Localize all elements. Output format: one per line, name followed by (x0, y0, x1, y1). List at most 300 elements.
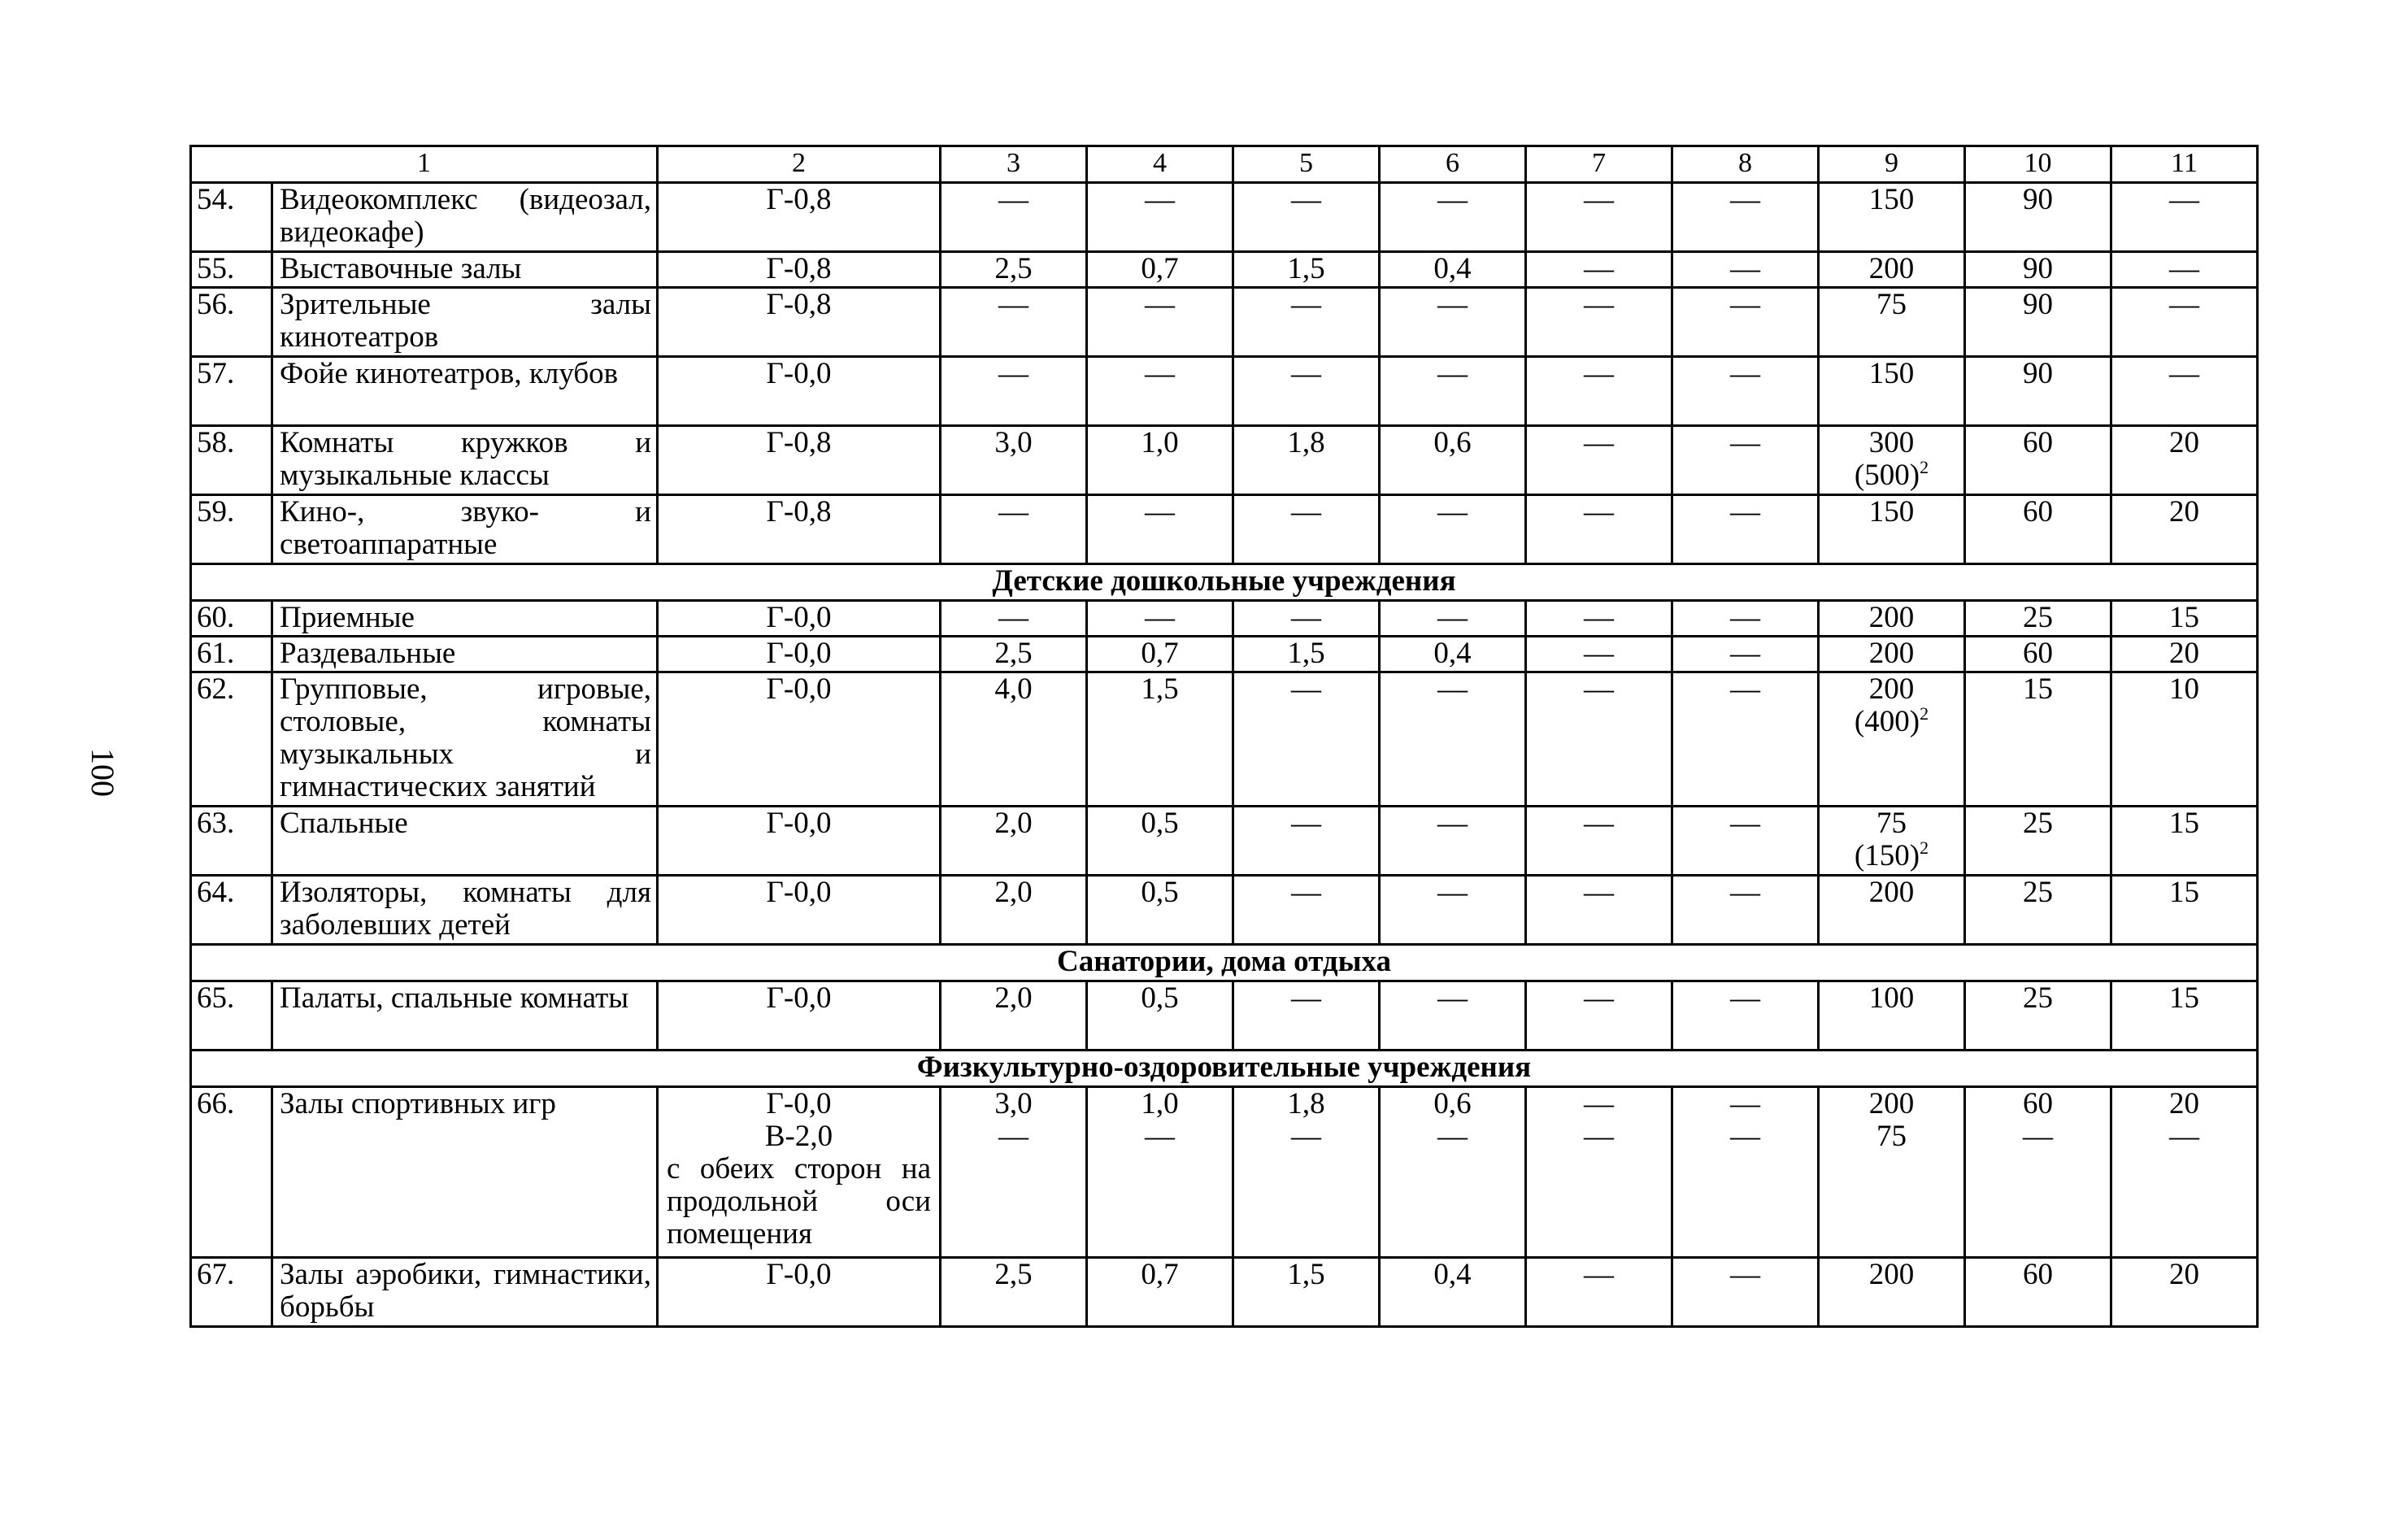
row-number: 62. (191, 672, 272, 807)
value-cell (1526, 876, 1672, 945)
room-name: Фойе кинотеатров, клубов (272, 357, 658, 426)
value-text: — (1730, 601, 1760, 634)
value-text: 0,5 (1141, 981, 1179, 1015)
value-text: — (1291, 807, 1321, 840)
value-text: 200 (1868, 637, 1915, 670)
value-text: 0,7 (1141, 1258, 1179, 1291)
value-text: 100 (1868, 981, 1915, 1015)
value-cell (1380, 981, 1526, 1051)
value-text: — (1584, 981, 1614, 1015)
value-text-2: — (2169, 1120, 2199, 1153)
value-text: — (1730, 637, 1760, 670)
value-text: 20 (2169, 637, 2199, 670)
value-text: — (1291, 495, 1321, 529)
value-text-2: В-2,0 (764, 1120, 833, 1153)
header-cell: 7 (1526, 146, 1672, 183)
value-cell (2111, 183, 2258, 252)
value-text: Г-0,8 (766, 183, 832, 216)
page-number: 100 (85, 748, 121, 797)
value-cell (1526, 1087, 1672, 1258)
value-text: 2,0 (994, 876, 1033, 909)
value-text: Г-0,0 (766, 672, 832, 706)
value-text: 20 (2169, 1087, 2199, 1120)
value-text: — (998, 357, 1028, 390)
value-text: — (2169, 357, 2199, 390)
value-cell (2111, 252, 2258, 288)
value-text: 1,5 (1287, 1258, 1325, 1291)
footnote-mark: 2 (1920, 837, 1929, 858)
value-cell (941, 357, 1087, 426)
value-cell (1672, 672, 1819, 807)
header-cell: 11 (2111, 146, 2258, 183)
table-row (191, 981, 2258, 1051)
value-cell (1672, 637, 1819, 672)
room-name: Палаты, спальные комнаты (272, 981, 658, 1051)
value-text: — (1437, 876, 1468, 909)
value-cell (1526, 288, 1672, 357)
value-text: 10 (2169, 672, 2199, 706)
value-text: — (1584, 601, 1614, 634)
row-number: 67. (191, 1258, 272, 1327)
value-cell (658, 357, 941, 426)
value-alt-line (1820, 837, 1963, 872)
value-cell (1819, 495, 1965, 564)
value-text: — (1437, 672, 1468, 706)
value-cell (1380, 807, 1526, 876)
row-number: 65. (191, 981, 272, 1051)
value-text: 75 (1876, 807, 1907, 840)
value-alt: (400) (1854, 705, 1920, 738)
value-text: — (1437, 288, 1468, 321)
value-text: — (1730, 1258, 1760, 1291)
value-cell (2111, 1087, 2258, 1258)
value-cell (941, 601, 1087, 637)
value-cell (2111, 288, 2258, 357)
value-text: 200 (1868, 601, 1915, 634)
value-text: 20 (2169, 1258, 2199, 1291)
value-text: Г-0,0 (766, 1258, 832, 1291)
row-number: 66. (191, 1087, 272, 1258)
value-cell (941, 252, 1087, 288)
header-cell: 4 (1087, 146, 1233, 183)
table-row (191, 495, 2258, 564)
value-text: 1,5 (1287, 637, 1325, 670)
value-text: 150 (1868, 183, 1915, 216)
value-cell (1965, 672, 2111, 807)
value-cell (941, 672, 1087, 807)
value-text: 0,6 (1433, 1087, 1472, 1120)
value-text: — (1730, 1087, 1760, 1120)
value-cell (1526, 672, 1672, 807)
table-row (191, 601, 2258, 637)
value-text: 150 (1868, 495, 1915, 529)
value-text: — (1584, 252, 1614, 285)
value-cell (1819, 252, 1965, 288)
value-cell (1526, 183, 1672, 252)
value-text: — (1730, 672, 1760, 706)
value-text: — (1437, 357, 1468, 390)
value-text: 1,5 (1287, 252, 1325, 285)
value-cell (2111, 981, 2258, 1051)
value-cell (1965, 252, 2111, 288)
table-row (191, 1087, 2258, 1258)
value-text: — (1584, 426, 1614, 459)
row-number: 58. (191, 426, 272, 495)
value-cell (2111, 601, 2258, 637)
value-text: 1,0 (1141, 426, 1179, 459)
value-cell (1672, 807, 1819, 876)
value-text: 60 (2023, 426, 2053, 459)
value-text: 200 (1868, 1258, 1915, 1291)
value-cell (1087, 288, 1233, 357)
table-row (191, 876, 2258, 945)
value-text: — (1291, 288, 1321, 321)
value-text: — (2169, 183, 2199, 216)
value-cell (2111, 672, 2258, 807)
value-text: 25 (2023, 601, 2053, 634)
value-text: 2,5 (994, 252, 1033, 285)
room-name: Изоляторы, комнаты для заболевших детей (272, 876, 658, 945)
value-cell (658, 672, 941, 807)
value-cell (1233, 1087, 1380, 1258)
value-cell (1233, 1258, 1380, 1327)
value-cell (1380, 637, 1526, 672)
table-row (191, 672, 2258, 807)
room-name: Раздевальные (272, 637, 658, 672)
value-cell (1233, 601, 1380, 637)
value-cell (1819, 1258, 1965, 1327)
header-cell: 5 (1233, 146, 1380, 183)
value-text-2: — (1437, 1120, 1468, 1153)
value-cell (1380, 288, 1526, 357)
value-text-2: — (1730, 1120, 1760, 1153)
table-row (191, 637, 2258, 672)
value-cell (1087, 637, 1233, 672)
value-text: 200 (1868, 672, 1915, 706)
value-cell (1526, 981, 1672, 1051)
value-cell (658, 183, 941, 252)
value-cell (941, 807, 1087, 876)
value-cell (1965, 981, 2111, 1051)
value-text: 25 (2023, 981, 2053, 1015)
value-text: — (1730, 252, 1760, 285)
value-cell (1819, 981, 1965, 1051)
value-text-2: — (2023, 1120, 2053, 1153)
value-text: 3,0 (994, 426, 1033, 459)
value-cell (1819, 637, 1965, 672)
value-text: — (1584, 637, 1614, 670)
value-text: — (1437, 807, 1468, 840)
value-cell (658, 252, 941, 288)
value-cell (1965, 807, 2111, 876)
header-cell: 1 (191, 146, 658, 183)
value-cell (1087, 876, 1233, 945)
header-cell: 6 (1380, 146, 1526, 183)
value-text: — (1584, 1258, 1614, 1291)
value-text: — (1584, 357, 1614, 390)
value-text: 0,7 (1141, 252, 1179, 285)
value-text: 75 (1876, 288, 1907, 321)
value-text: 60 (2023, 495, 2053, 529)
value-cell (1233, 252, 1380, 288)
value-text: — (1437, 183, 1468, 216)
value-cell (2111, 876, 2258, 945)
value-text: 15 (2169, 981, 2199, 1015)
table-row (191, 183, 2258, 252)
room-name: Групповые, игровые, столовые, комнаты музыкальных и гимнастических занятий (272, 672, 658, 807)
value-text: — (1584, 183, 1614, 216)
value-cell (1672, 601, 1819, 637)
value-cell (1819, 601, 1965, 637)
value-text: 1,0 (1141, 1087, 1179, 1120)
value-cell (1526, 807, 1672, 876)
value-cell (2111, 357, 2258, 426)
value-alt: (500) (1854, 459, 1920, 492)
value-cell (1526, 1258, 1672, 1327)
room-name: Кино-, звуко- и светоаппаратные (272, 495, 658, 564)
value-cell (658, 1258, 941, 1327)
value-cell (2111, 637, 2258, 672)
value-cell (941, 981, 1087, 1051)
value-cell (941, 876, 1087, 945)
table-row (191, 357, 2258, 426)
value-cell (658, 495, 941, 564)
value-cell (658, 1087, 941, 1258)
value-text: — (1291, 672, 1321, 706)
row-number: 64. (191, 876, 272, 945)
value-cell (1233, 672, 1380, 807)
table-row (191, 426, 2258, 495)
value-cell (1233, 357, 1380, 426)
value-text: 15 (2169, 807, 2199, 840)
row-number: 56. (191, 288, 272, 357)
value-text: Г-0,0 (766, 637, 832, 670)
value-text: — (1730, 426, 1760, 459)
value-text: 0,7 (1141, 637, 1179, 670)
value-cell (1965, 495, 2111, 564)
value-cell (1380, 495, 1526, 564)
value-text: — (1145, 495, 1175, 529)
value-cell (1380, 672, 1526, 807)
value-cell (1819, 357, 1965, 426)
section-row (191, 564, 2258, 601)
value-cell (658, 807, 941, 876)
value-text: — (1730, 183, 1760, 216)
value-text-2: — (1584, 1120, 1614, 1153)
value-cell (1087, 495, 1233, 564)
value-cell (1819, 672, 1965, 807)
value-text: 25 (2023, 807, 2053, 840)
value-cell (1672, 183, 1819, 252)
lighting-norms-table (189, 145, 2259, 1328)
room-name: Залы спортивных игр (272, 1087, 658, 1258)
room-name: Видеокомплекс (видеозал, видеокафе) (272, 183, 658, 252)
value-text: 150 (1868, 357, 1915, 390)
row-number: 63. (191, 807, 272, 876)
value-text: — (998, 183, 1028, 216)
row-number: 61. (191, 637, 272, 672)
value-cell (1672, 426, 1819, 495)
value-cell (941, 1087, 1087, 1258)
value-text: — (1584, 495, 1614, 529)
room-name: Залы аэробики, гимнастики, борьбы (272, 1258, 658, 1327)
value-cell (1672, 495, 1819, 564)
header-cell: 9 (1819, 146, 1965, 183)
value-cell (1526, 495, 1672, 564)
room-name: Комнаты кружков и музыкальные классы (272, 426, 658, 495)
value-text: — (1730, 357, 1760, 390)
value-cell (1965, 876, 2111, 945)
value-cell (941, 1258, 1087, 1327)
value-cell (1087, 1087, 1233, 1258)
value-text: 2,0 (994, 807, 1033, 840)
row-number: 55. (191, 252, 272, 288)
value-cell (1672, 357, 1819, 426)
value-text: — (1291, 357, 1321, 390)
value-text: 90 (2023, 288, 2053, 321)
value-text: Г-0,0 (766, 357, 832, 390)
value-text: 0,4 (1433, 252, 1472, 285)
section-title: Детские дошкольные учреждения (191, 564, 2258, 601)
value-cell (1965, 426, 2111, 495)
value-text: 200 (1868, 1087, 1915, 1120)
value-text: — (1584, 876, 1614, 909)
value-cell (658, 601, 941, 637)
header-row (191, 146, 2258, 183)
value-cell (1819, 426, 1965, 495)
value-text: 1,8 (1287, 426, 1325, 459)
value-cell (2111, 807, 2258, 876)
value-cell (1819, 183, 1965, 252)
value-cell (1526, 637, 1672, 672)
room-name: Зрительные залы кинотеатров (272, 288, 658, 357)
value-text: Г-0,0 (766, 601, 832, 634)
value-text: Г-0,8 (766, 288, 832, 321)
row-number: 60. (191, 601, 272, 637)
value-text: — (1730, 981, 1760, 1015)
value-cell (1819, 876, 1965, 945)
value-cell (1233, 426, 1380, 495)
value-text: — (1145, 601, 1175, 634)
value-text: 200 (1868, 876, 1915, 909)
header-cell: 2 (658, 146, 941, 183)
value-text: 1,5 (1141, 672, 1179, 706)
value-cell (1819, 1087, 1965, 1258)
value-cell (1380, 876, 1526, 945)
value-text: 2,5 (994, 637, 1033, 670)
value-cell (1965, 1258, 2111, 1327)
value-text: Г-0,0 (766, 807, 832, 840)
value-text: — (1145, 183, 1175, 216)
value-text: 20 (2169, 495, 2199, 529)
value-cell (1233, 288, 1380, 357)
header-cell: 10 (1965, 146, 2111, 183)
value-cell (1672, 252, 1819, 288)
value-text: — (998, 601, 1028, 634)
value-text: 0,5 (1141, 876, 1179, 909)
value-text: Г-0,8 (766, 426, 832, 459)
value-cell (1380, 426, 1526, 495)
value-text: — (1584, 288, 1614, 321)
table-row (191, 288, 2258, 357)
value-cell (1087, 672, 1233, 807)
value-text: 2,5 (994, 1258, 1033, 1291)
room-name: Выставочные залы (272, 252, 658, 288)
value-text: 0,5 (1141, 807, 1179, 840)
value-text: 300 (1868, 426, 1915, 459)
value-cell (1819, 288, 1965, 357)
value-text: — (1584, 672, 1614, 706)
value-text: 200 (1868, 252, 1915, 285)
value-text: — (998, 288, 1028, 321)
value-cell (1965, 1087, 2111, 1258)
value-text: 4,0 (994, 672, 1033, 706)
value-text: Г-0,8 (766, 252, 832, 285)
value-cell (1233, 876, 1380, 945)
value-text: — (1584, 807, 1614, 840)
value-text: 1,8 (1287, 1087, 1325, 1120)
value-text: — (998, 495, 1028, 529)
value-cell (1672, 288, 1819, 357)
value-text: — (1730, 288, 1760, 321)
value-text: — (1437, 601, 1468, 634)
value-cell (1087, 183, 1233, 252)
value-text-2: — (998, 1120, 1028, 1153)
value-cell (941, 495, 1087, 564)
value-cell (1672, 1258, 1819, 1327)
value-text: — (2169, 288, 2199, 321)
room-name: Спальные (272, 807, 658, 876)
row-number: 59. (191, 495, 272, 564)
value-cell (658, 981, 941, 1051)
value-cell (658, 288, 941, 357)
value-cell (941, 426, 1087, 495)
value-text: 0,4 (1433, 637, 1472, 670)
value-text: 60 (2023, 637, 2053, 670)
value-cell (1526, 601, 1672, 637)
header-cell: 8 (1672, 146, 1819, 183)
value-cell (1526, 252, 1672, 288)
value-alt-line (1820, 459, 1963, 492)
value-cell (658, 637, 941, 672)
value-text: 3,0 (994, 1087, 1033, 1120)
value-cell (2111, 1258, 2258, 1327)
value-cell (1380, 1087, 1526, 1258)
value-cell (1380, 252, 1526, 288)
value-text: 25 (2023, 876, 2053, 909)
value-cell (658, 876, 941, 945)
value-text: 90 (2023, 357, 2053, 390)
footnote-mark: 2 (1920, 457, 1929, 477)
value-cell (1087, 601, 1233, 637)
value-cell (1233, 495, 1380, 564)
value-text: 2,0 (994, 981, 1033, 1015)
value-cell (1965, 601, 2111, 637)
value-cell (1087, 981, 1233, 1051)
value-cell (2111, 426, 2258, 495)
table-row (191, 252, 2258, 288)
value-cell (1380, 1258, 1526, 1327)
value-cell (1233, 807, 1380, 876)
value-cell (2111, 495, 2258, 564)
value-cell (1087, 252, 1233, 288)
value-cell (1965, 637, 2111, 672)
value-text: — (1291, 876, 1321, 909)
value-text: 90 (2023, 183, 2053, 216)
value-cell (658, 426, 941, 495)
value-cell (1965, 183, 2111, 252)
value-text: 0,4 (1433, 1258, 1472, 1291)
